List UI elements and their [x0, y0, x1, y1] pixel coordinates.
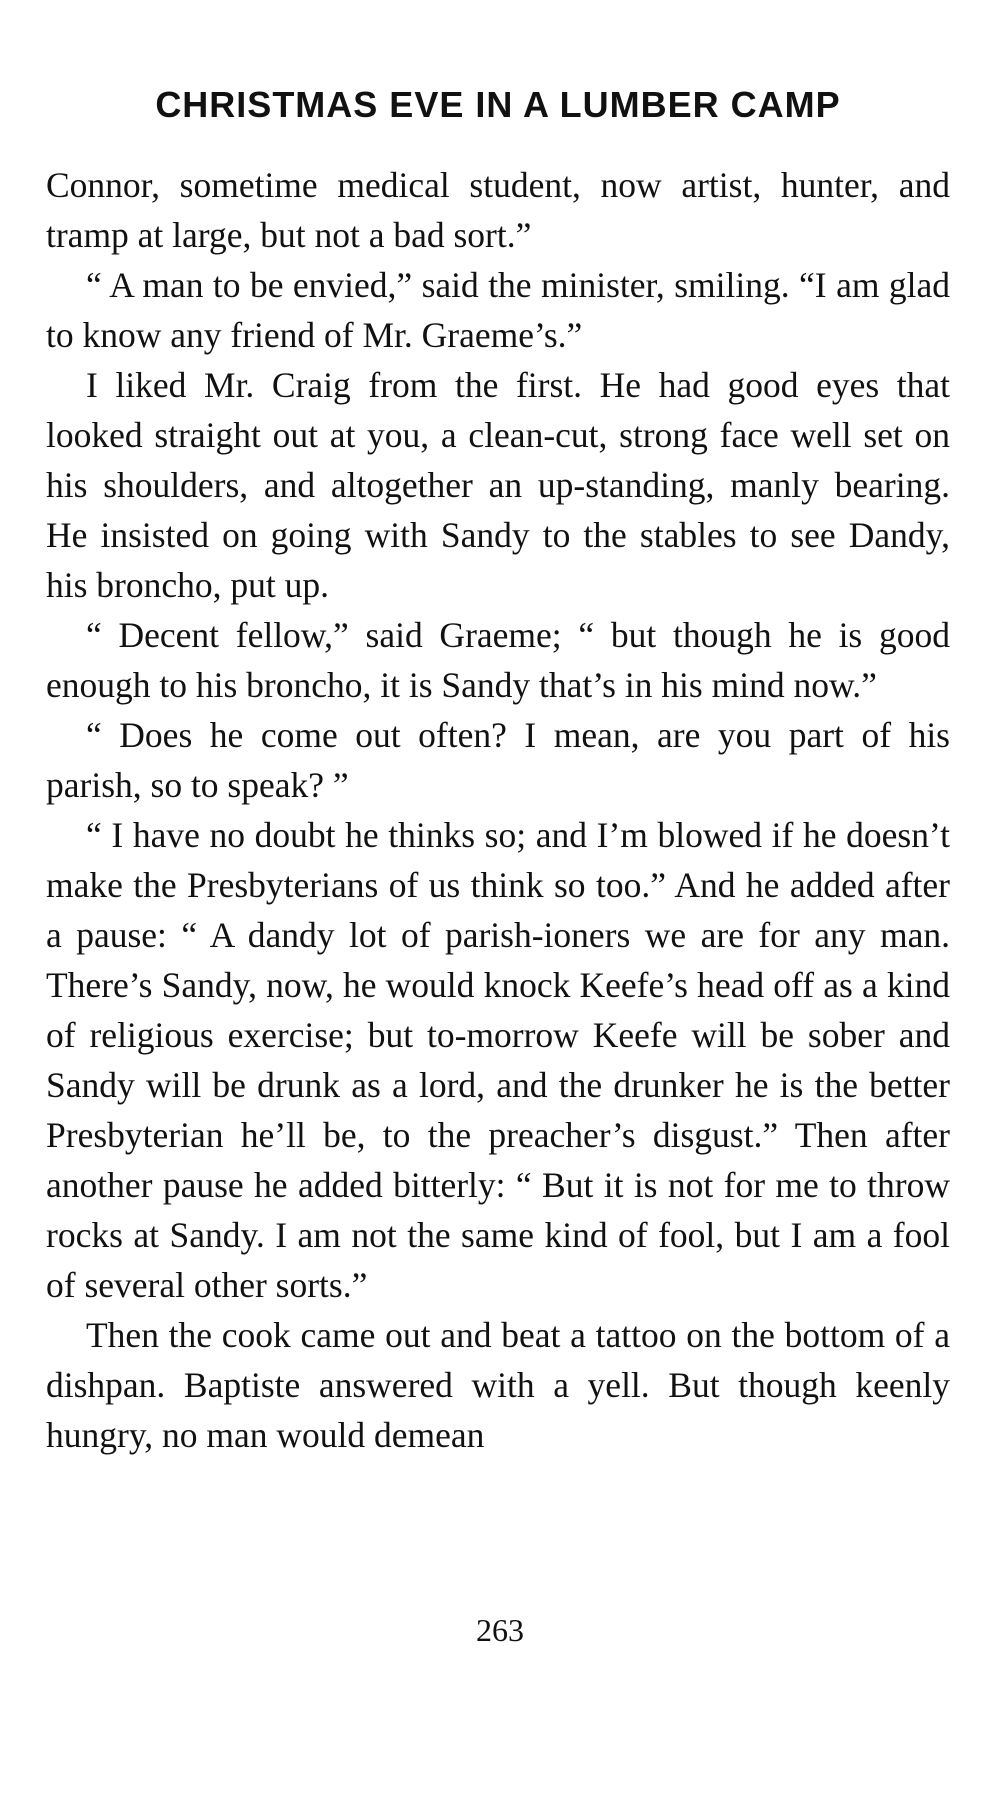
paragraph-4: “ Decent fellow,” said Graeme; “ but though he is good enough to his broncho, it is Sandy that’s in his mind now.”	[46, 615, 950, 705]
page-number: 263	[476, 1612, 524, 1648]
paragraph-5: “ Does he come out often? I mean, are you part of his parish, so to speak? ”	[46, 715, 950, 805]
paragraph-1: Connor, sometime medical student, now artist, hunter, and tramp at large, but not a bad sort.”	[46, 165, 950, 255]
paragraph-7: Then the cook came out and beat a tattoo on the bottom of a dishpan. Baptiste answered with a yell. But though keenly hungry, no man would demean	[46, 1315, 950, 1455]
paragraph-2: “ A man to be envied,” said the minister, smiling. “I am glad to know any friend of Mr. Graeme’s.”	[46, 265, 950, 355]
running-head: CHRISTMAS EVE IN A LUMBER CAMP	[155, 84, 841, 125]
body-text	[46, 160, 950, 1460]
paragraph-6: “ I have no doubt he thinks so; and I’m blowed if he doesn’t make the Presbyterians of us think so too.” And he added after a pause: “ A dandy lot of parish-ioners we are for any man. There’s Sandy, now, he would knock Keefe’s head off as a kind of religious exercise; but to-morrow Keefe will be sober and Sandy will be drunk as a lord, and the drunker he is the better Presbyterian he’ll be, to the preacher’s disgust.” Then after another pause he added bitterly: “ But it is not for me to throw rocks at Sandy. I am not the same kind of fool, but I am a fool of several other sorts.”	[46, 815, 950, 1305]
paragraph-3: I liked Mr. Craig from the first. He had good eyes that looked straight out at you, a clean-cut, strong face well set on his shoulders, and altogether an up-standing, manly bearing. He insisted on going with Sandy to the stables to see Dandy, his broncho, put up.	[46, 365, 950, 605]
